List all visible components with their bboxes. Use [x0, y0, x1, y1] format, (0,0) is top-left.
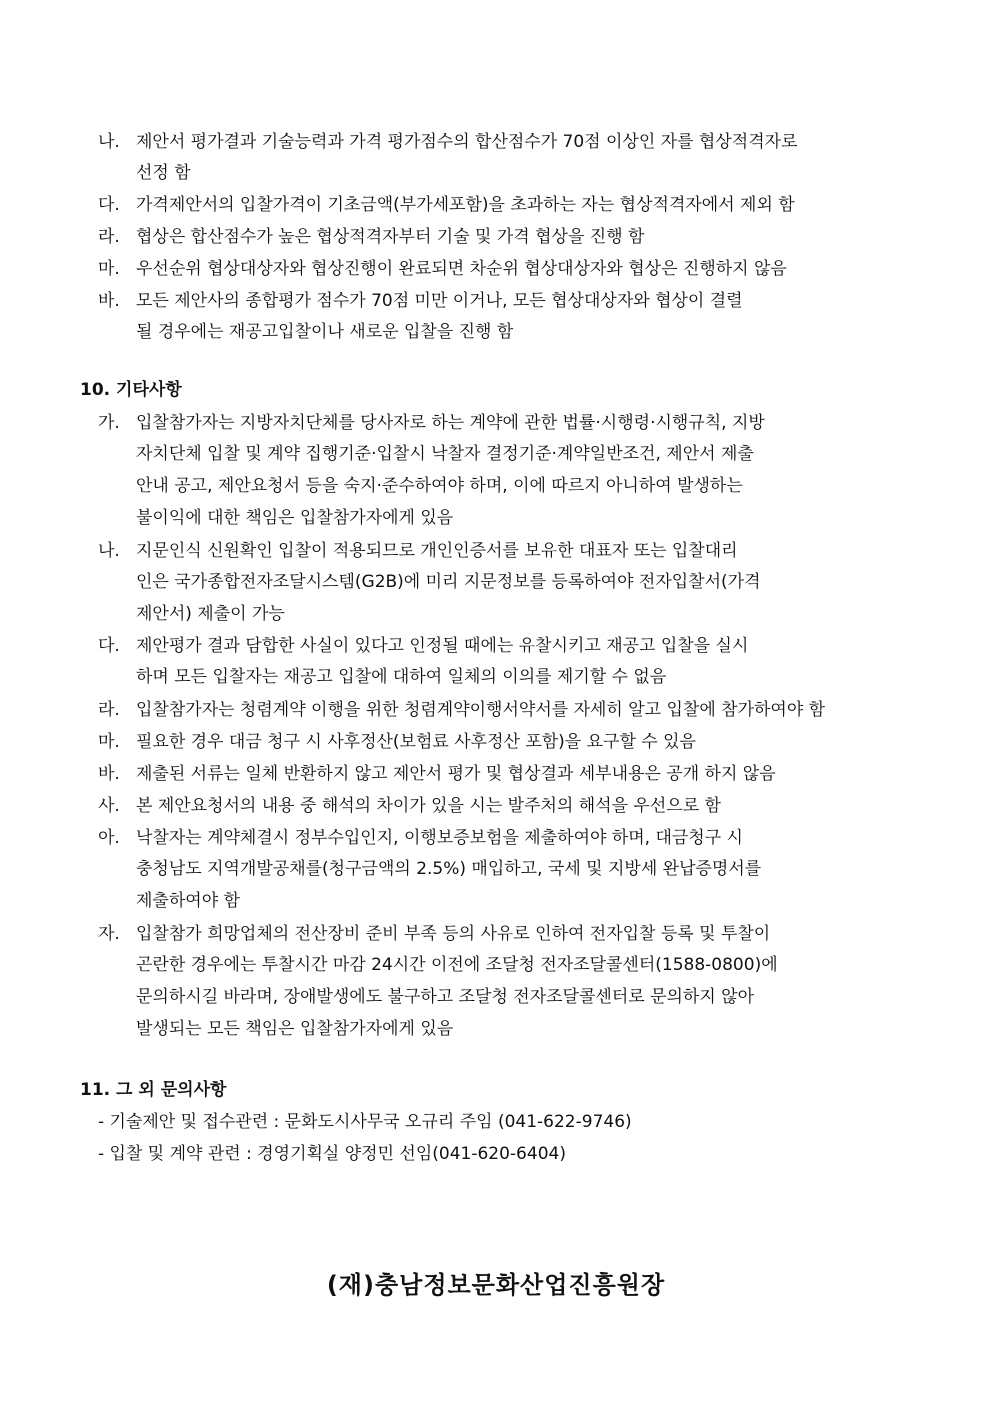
list-text: 우선순위 협상대상자와 협상진행이 완료되면 차순위 협상대상자와 협상은 진행하지 않음: [136, 259, 787, 279]
section-heading: [80, 1075, 226, 1100]
section-title: 그 외 문의사항: [116, 1080, 227, 1100]
list-text: 하며 모든 입찰자는 재공고 입찰에 대하여 일체의 이의를 제기할 수 없음: [136, 667, 667, 687]
list-marker: 마.: [98, 259, 120, 279]
list-text: 충청남도 지역개발공채를(청구금액의 2.5%) 매입하고, 국세 및 지방세 완납증명서를: [136, 859, 762, 879]
list-text: 불이익에 대한 책임은 입찰참가자에게 있음: [136, 508, 454, 528]
list-marker: 다.: [98, 195, 120, 215]
list-text: 될 경우에는 재공고입찰이나 새로운 입찰을 진행 함: [136, 322, 514, 342]
section-title: 기타사항: [116, 380, 182, 400]
list-marker: 라.: [98, 700, 120, 720]
list-text: 본 제안요청서의 내용 중 해석의 차이가 있을 시는 발주처의 해석을 우선으로 함: [136, 796, 721, 816]
list-text: 제안평가 결과 담합한 사실이 있다고 인정될 때에는 유찰시키고 재공고 입찰을 실시: [136, 636, 749, 656]
list-text: 입찰참가 희망업체의 전산장비 준비 부족 등의 사유로 인하여 전자입찰 등록 및 투찰이: [136, 924, 771, 944]
section-number: 10.: [80, 380, 111, 400]
list-marker: 사.: [98, 796, 120, 816]
contact-line-technical: - 기술제안 및 접수관련 : 문화도시사무국 오규리 주임 (041-622-9746): [98, 1112, 632, 1132]
list-marker: 바.: [98, 291, 120, 311]
list-text: 자치단체 입찰 및 계약 집행기준·입찰시 낙찰자 결정기준·계약일반조건, 제안서 제출: [136, 444, 754, 464]
list-text: 인은 국가종합전자조달시스템(G2B)에 미리 지문정보를 등록하여야 전자입찰서(가격: [136, 572, 761, 592]
list-text: 필요한 경우 대금 청구 시 사후정산(보험료 사후정산 포함)을 요구할 수 있음: [136, 732, 696, 752]
list-text: 선정 함: [136, 163, 191, 183]
list-text: 입찰참가자는 청렴계약 이행을 위한 청렴계약이행서약서를 자세히 알고 입찰에 참가하여야 함: [136, 700, 826, 720]
list-marker: 가.: [98, 413, 120, 433]
list-marker: 나.: [98, 132, 120, 152]
list-marker: 아.: [98, 828, 120, 848]
list-text: 제출하여야 함: [136, 891, 240, 911]
list-marker: 바.: [98, 764, 120, 784]
list-marker: 나.: [98, 541, 120, 561]
list-text: 곤란한 경우에는 투찰시간 마감 24시간 이전에 조달청 전자조달콜센터(1588-0800)에: [136, 955, 778, 975]
list-text: 낙찰자는 계약체결시 정부수입인지, 이행보증보험을 제출하여야 하며, 대금청구 시: [136, 828, 743, 848]
list-text: 제안서) 제출이 가능: [136, 604, 285, 624]
list-marker: 마.: [98, 732, 120, 752]
list-text: 지문인식 신원확인 입찰이 적용되므로 개인인증서를 보유한 대표자 또는 입찰대리: [136, 541, 738, 561]
list-text: 협상은 합산점수가 높은 협상적격자부터 기술 및 가격 협상을 진행 함: [136, 227, 645, 247]
contact-line-contract: - 입찰 및 계약 관련 : 경영기획실 양정민 선임(041-620-6404): [98, 1144, 566, 1164]
list-text: 제안서 평가결과 기술능력과 가격 평가점수의 합산점수가 70점 이상인 자를 협상적격자로: [136, 132, 798, 152]
list-text: 모든 제안사의 종합평가 점수가 70점 미만 이거나, 모든 협상대상자와 협상이 결렬: [136, 291, 743, 311]
list-marker: 자.: [98, 924, 120, 944]
list-text: 발생되는 모든 책임은 입찰참가자에게 있음: [136, 1019, 454, 1039]
list-text: 가격제안서의 입찰가격이 기초금액(부가세포함)을 초과하는 자는 협상적격자에서 제외 함: [136, 195, 795, 215]
list-text: 안내 공고, 제안요청서 등을 숙지·준수하여야 하며, 이에 따르지 아니하여 발생하는: [136, 476, 743, 496]
list-marker: 다.: [98, 636, 120, 656]
list-text: 문의하시길 바라며, 장애발생에도 불구하고 조달청 전자조달콜센터로 문의하지 않아: [136, 987, 754, 1007]
section-heading: [80, 375, 182, 400]
list-marker: 라.: [98, 227, 120, 247]
section-number: 11.: [80, 1080, 111, 1100]
issuer-signature: (재)충남정보문화산업진흥원장: [326, 1271, 666, 1299]
list-text: 제출된 서류는 일체 반환하지 않고 제안서 평가 및 협상결과 세부내용은 공개 하지 않음: [136, 764, 776, 784]
list-text: 입찰참가자는 지방자치단체를 당사자로 하는 계약에 관한 법률·시행령·시행규칙, 지방: [136, 413, 765, 433]
